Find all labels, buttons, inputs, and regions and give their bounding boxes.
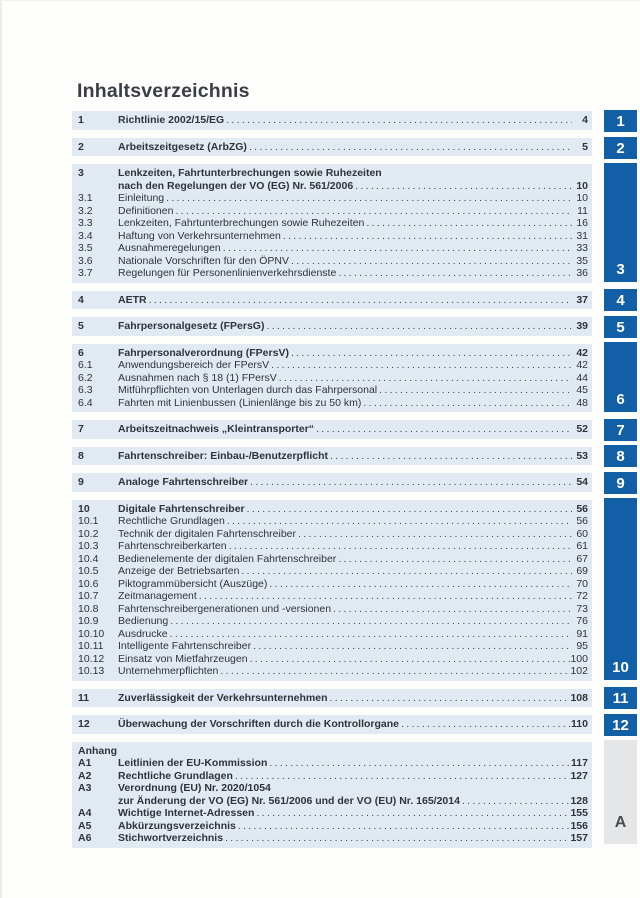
toc-entry-label: Technik der digitalen Fahrtenschreiber (118, 527, 297, 540)
toc-section (72, 689, 592, 708)
toc-page-number: 72 (576, 590, 588, 602)
page-title: Inhaltsverzeichnis (77, 80, 250, 102)
toc-entry-number: 6.4 (78, 396, 93, 409)
toc-entry-number: 10.4 (78, 552, 99, 565)
toc-row (78, 141, 588, 154)
toc-entry-label: Intelligente Fahrtenschreiber (118, 640, 252, 652)
toc-section (72, 138, 592, 157)
toc-entry-label: Fahrtenschreiber: Einbau-/Benutzerpflicht (118, 449, 329, 462)
index-tab-5 (604, 316, 637, 338)
toc-entry-label: AETR (118, 293, 147, 306)
toc-page-number: 73 (576, 602, 588, 615)
toc-page-number: 60 (576, 527, 588, 540)
toc-entry-label: Lenkzeiten, Fahrtunterbrechungen sowie Ruhezeiten (118, 217, 365, 229)
dot-leader (328, 450, 572, 463)
toc-row (78, 628, 588, 641)
index-tab-1 (604, 110, 637, 132)
toc-entry-label: Zuverlässigkeit der Verkehrsunternehmen (118, 691, 328, 704)
toc-page-number: 91 (576, 627, 588, 640)
dot-leader (289, 255, 572, 268)
toc-entry-number: 3.6 (78, 254, 93, 267)
dot-leader (225, 515, 572, 528)
toc-section (72, 742, 592, 848)
toc-entry-number: 8 (78, 449, 84, 462)
dot-leader (364, 217, 572, 230)
toc-entry-label: Definitionen (118, 204, 174, 217)
toc-page-number: 110 (571, 718, 588, 730)
toc-page-number: 11 (577, 204, 588, 217)
toc-entry-label: Richtlinie 2002/15/EG (118, 114, 225, 126)
toc-page-number: 52 (576, 423, 588, 435)
toc-entry-number: 1 (78, 114, 84, 126)
index-tab-8 (604, 445, 637, 467)
toc-row (78, 770, 588, 783)
toc-section (72, 344, 592, 413)
toc-entry-label: Arbeitszeitgesetz (ArbZG) (118, 140, 247, 153)
dot-leader (314, 423, 572, 436)
toc-row (78, 795, 588, 808)
toc-entry-number: 10.12 (78, 652, 105, 665)
index-tab-4 (604, 289, 637, 311)
toc-entry-number: 11 (78, 691, 90, 704)
dot-leader (296, 528, 572, 541)
toc-entry-number: 10.11 (78, 640, 104, 652)
dot-leader (164, 192, 572, 205)
index-tab-2 (604, 137, 637, 159)
toc-entry-label: Digitale Fahrtenschreiber (118, 502, 245, 515)
toc-page-number: 53 (576, 449, 588, 462)
toc-page-number: 128 (570, 794, 588, 807)
toc-section (72, 447, 592, 466)
index-tab-6 (604, 342, 637, 412)
toc-row (78, 745, 588, 758)
dot-leader (264, 320, 572, 333)
toc-entry-label: Einleitung (118, 192, 165, 204)
toc-entry-number: 6.2 (78, 371, 93, 384)
toc-entry-number: 10.10 (78, 627, 105, 640)
dot-leader (281, 230, 572, 243)
toc-entry-label: Fahrtenschreiberkarten (118, 540, 227, 552)
toc-row (78, 423, 588, 436)
toc-entry-label: Fahrten mit Linienbussen (Linienlänge bis zu 50 km) (118, 396, 362, 409)
index-tab-12 (604, 714, 637, 736)
dot-leader (218, 665, 570, 678)
index-tab-label: 4 (616, 291, 625, 309)
tab-rail (604, 0, 637, 898)
dot-leader (328, 692, 571, 705)
toc-entry-number: 10.5 (78, 565, 99, 577)
dot-leader (168, 615, 572, 628)
dot-leader (254, 807, 570, 820)
toc-row (78, 832, 588, 845)
dot-leader (267, 578, 572, 591)
toc-entry-label: Rechtliche Grundlagen (118, 515, 225, 527)
toc-entry-number: 12 (78, 718, 90, 730)
toc-entry-label: Ausnahmen nach § 18 (1) FPersV (118, 371, 277, 384)
dot-leader (251, 640, 572, 653)
toc-row (78, 553, 588, 566)
index-tab-label: 12 (612, 716, 629, 734)
index-tab-9 (604, 472, 637, 494)
toc-page-number: 35 (576, 254, 588, 267)
toc-row (78, 603, 588, 616)
toc-row (78, 757, 588, 770)
toc-row (78, 359, 588, 372)
toc-row (78, 528, 588, 541)
toc-entry-label: Fahrpersonalgesetz (FPersG) (118, 320, 265, 332)
toc-page-number: 31 (576, 229, 588, 242)
dot-leader (247, 141, 572, 154)
toc-entry-number: 3.1 (78, 192, 93, 204)
index-tab-label: 1 (616, 112, 625, 130)
index-tab-label: 2 (616, 139, 625, 157)
toc-row (78, 615, 588, 628)
toc-row (78, 590, 588, 603)
toc-entry-label: Abkürzungsverzeichnis (118, 819, 236, 832)
dot-leader (227, 540, 572, 553)
toc-page-number: 42 (576, 346, 588, 359)
index-tab-7 (604, 419, 637, 441)
toc-row (78, 665, 588, 678)
toc-entry-number: A1 (78, 757, 92, 769)
toc-entry-label: Bedienelemente der digitalen Fahrtenschreiber (118, 552, 337, 565)
dot-leader (353, 180, 572, 193)
toc-entry-number: 10.6 (78, 577, 99, 590)
toc-entry-number: 2 (78, 140, 84, 153)
table-of-contents (72, 111, 592, 856)
toc-entry-label: Fahrpersonalverordnung (FPersV) (118, 346, 289, 359)
toc-page-number: 95 (576, 640, 588, 652)
toc-entry-number: 6.3 (78, 384, 93, 396)
index-tab-A (604, 740, 637, 844)
toc-page-number: 16 (576, 217, 588, 229)
toc-entry-label: Stichwortverzeichnis (118, 832, 224, 844)
index-tab-label: 11 (612, 689, 629, 707)
toc-entry-label: Zeitmanagement (118, 590, 197, 602)
toc-entry-label: Anzeige der Betriebsarten (118, 565, 240, 577)
index-tab-label: 3 (616, 261, 625, 278)
toc-entry-number: A2 (78, 769, 92, 782)
dot-leader (223, 832, 570, 845)
toc-entry-label: Anwendungsbereich der FPersV (118, 359, 270, 371)
toc-entry-number: 3.3 (78, 217, 93, 229)
dot-leader (245, 503, 572, 516)
toc-entry-number: 3 (78, 167, 84, 179)
dot-leader (361, 397, 572, 410)
toc-page-number: 56 (576, 502, 588, 515)
dot-leader (239, 565, 572, 578)
dot-leader (197, 590, 572, 603)
index-tab-label: 10 (612, 659, 629, 676)
toc-row (78, 167, 588, 180)
toc-page-number: 39 (576, 320, 588, 332)
toc-section (72, 500, 592, 681)
toc-row (78, 397, 588, 410)
dot-leader (336, 553, 572, 566)
dot-leader (399, 718, 571, 731)
toc-page-number: 10 (576, 192, 588, 204)
dot-leader (224, 114, 572, 127)
toc-entry-number: A3 (78, 782, 92, 794)
toc-entry-number: 10 (78, 502, 90, 515)
toc-row (78, 450, 588, 463)
toc-entry-number: 10.8 (78, 602, 99, 615)
toc-entry-number: A6 (78, 832, 92, 844)
toc-entry-number: 4 (78, 293, 84, 306)
index-tab-label: 8 (616, 447, 625, 465)
toc-entry-label: Lenkzeiten, Fahrtunterbrechungen sowie Ruhezeiten (118, 167, 382, 179)
index-tab-11 (604, 687, 637, 709)
toc-entry-label: Nationale Vorschriften für den ÖPNV (118, 254, 290, 267)
toc-row (78, 255, 588, 268)
dot-leader (236, 820, 571, 833)
toc-entry-label: Arbeitszeitnachweis „Kleintransporter“ (118, 423, 315, 435)
index-tab-label: 5 (616, 318, 625, 336)
dot-leader (331, 603, 572, 616)
toc-page-number: 127 (570, 769, 588, 782)
toc-row (78, 267, 588, 280)
dot-leader (233, 770, 571, 783)
index-tab-label: 9 (616, 474, 625, 492)
toc-row (78, 230, 588, 243)
toc-entry-label: zur Änderung der VO (EG) Nr. 561/2006 und der VO (EU) Nr. 165/2014 (118, 794, 460, 807)
toc-entry-label: nach den Regelungen der VO (EG) Nr. 561/2006 (118, 179, 354, 192)
toc-entry-number: 10.13 (78, 665, 105, 677)
index-tab-label: 6 (616, 391, 625, 408)
index-tab-10 (604, 498, 637, 680)
toc-section (72, 317, 592, 336)
toc-row (78, 782, 588, 795)
dot-leader (460, 795, 571, 808)
toc-entry-number: A4 (78, 807, 92, 819)
toc-row (78, 692, 588, 705)
dot-leader (147, 294, 572, 307)
toc-entry-label: Fahrtenschreibergenerationen und -versionen (118, 602, 332, 615)
toc-row (78, 294, 588, 307)
index-tab-label: A (614, 814, 627, 831)
toc-entry-label: Haftung von Verkehrsunternehmen (118, 229, 281, 242)
index-tab-3 (604, 163, 637, 282)
toc-page-number: 61 (576, 540, 588, 552)
toc-entry-label: Unternehmerpflichten (118, 665, 219, 677)
toc-entry-number: 3.2 (78, 204, 93, 217)
toc-row (78, 578, 588, 591)
toc-row (78, 640, 588, 653)
toc-page-number: 117 (571, 757, 588, 769)
toc-page-number: 44 (576, 371, 588, 384)
toc-page-number: 54 (576, 476, 588, 488)
toc-entry-number: 10.1 (78, 515, 99, 527)
toc-row (78, 242, 588, 255)
dot-leader (269, 359, 572, 372)
toc-row (78, 653, 588, 666)
dot-leader (289, 347, 572, 360)
toc-section (72, 291, 592, 310)
toc-entry-number: 3.5 (78, 242, 93, 254)
toc-entry-label: Rechtliche Grundlagen (118, 769, 233, 782)
toc-entry-label: Piktogrammübersicht (Auszüge) (118, 577, 268, 590)
toc-page-number: 156 (570, 819, 588, 832)
toc-row (78, 515, 588, 528)
toc-entry-number: 6.1 (78, 359, 93, 371)
toc-page-number: 67 (576, 552, 588, 565)
toc-row (78, 217, 588, 230)
toc-entry-label: Mitführpflichten von Unterlagen durch das Fahrpersonal (118, 384, 378, 396)
scan-edge-left (0, 0, 2, 898)
toc-page-number: 33 (576, 242, 588, 254)
toc-page-number: 155 (570, 807, 588, 819)
dot-leader (267, 757, 571, 770)
toc-page-number: 102 (570, 665, 588, 677)
toc-entry-label: Ausnahmeregelungen (118, 242, 221, 254)
toc-page-number: 69 (576, 565, 588, 577)
toc-entry-label: Verordnung (EU) Nr. 2020/1054 (118, 782, 271, 794)
toc-row (78, 320, 588, 333)
toc-entry-label: Regelungen für Personenlinienverkehrsdienste (118, 267, 337, 279)
toc-page-number: 36 (576, 267, 588, 279)
toc-page-number: 42 (576, 359, 588, 371)
toc-page-number: 157 (570, 832, 588, 844)
dot-leader (277, 372, 572, 385)
toc-page-number: 76 (576, 615, 588, 627)
toc-row (78, 347, 588, 360)
toc-entry-label: Bedienung (118, 615, 169, 627)
dot-leader (221, 242, 572, 255)
dot-leader (248, 476, 572, 489)
toc-page-number: 100 (570, 652, 588, 665)
toc-section (72, 164, 592, 283)
toc-section (72, 111, 592, 130)
index-tab-label: 7 (616, 421, 625, 439)
toc-entry-number: 10.3 (78, 540, 99, 552)
toc-entry-number: 9 (78, 476, 84, 488)
toc-entry-label: Einsatz von Mietfahrzeugen (118, 652, 248, 665)
toc-entry-number: 10.9 (78, 615, 99, 627)
toc-entry-number: 10.7 (78, 590, 99, 602)
toc-row (78, 114, 588, 127)
toc-page-number: 10 (576, 179, 588, 192)
toc-row (78, 180, 588, 193)
toc-entry-number: A5 (78, 819, 92, 832)
toc-row (78, 372, 588, 385)
toc-entry-number: 3.7 (78, 267, 93, 279)
toc-page-number: 48 (576, 396, 588, 409)
toc-row (78, 503, 588, 516)
dot-leader (336, 267, 572, 280)
dot-leader (377, 384, 572, 397)
toc-entry-label: Wichtige Internet-Adressen (118, 807, 255, 819)
toc-page-number: 56 (576, 515, 588, 527)
toc-page-number: 45 (576, 384, 588, 396)
toc-row (78, 205, 588, 218)
toc-row (78, 192, 588, 205)
toc-entry-number: 6 (78, 346, 84, 359)
toc-entry-number: Anhang (78, 744, 118, 757)
toc-page-number: 4 (582, 114, 588, 126)
toc-row (78, 820, 588, 833)
dot-leader (248, 653, 571, 666)
toc-page-number: 70 (576, 577, 588, 590)
toc-page-number: 37 (576, 293, 588, 306)
toc-section (72, 715, 592, 734)
toc-row (78, 384, 588, 397)
dot-leader (173, 205, 572, 218)
toc-row (78, 476, 588, 489)
toc-entry-number: 3.4 (78, 229, 93, 242)
toc-section (72, 473, 592, 492)
toc-section (72, 420, 592, 439)
scan-edge-top (0, 0, 640, 1)
toc-row (78, 565, 588, 578)
toc-entry-label: Analoge Fahrtenschreiber (118, 476, 249, 488)
toc-row (78, 540, 588, 553)
dot-leader (168, 628, 572, 641)
toc-page-number: 5 (582, 140, 588, 153)
toc-entry-label: Ausdrucke (118, 627, 168, 640)
toc-entry-label: Leitlinien der EU-Kommission (118, 757, 268, 769)
toc-row (78, 718, 588, 731)
toc-row (78, 807, 588, 820)
toc-page-number: 108 (570, 691, 588, 704)
toc-entry-number: 10.2 (78, 527, 99, 540)
toc-entry-label: Überwachung der Vorschriften durch die Kontrollorgane (118, 718, 400, 730)
toc-entry-number: 7 (78, 423, 84, 435)
toc-entry-number: 5 (78, 320, 84, 332)
